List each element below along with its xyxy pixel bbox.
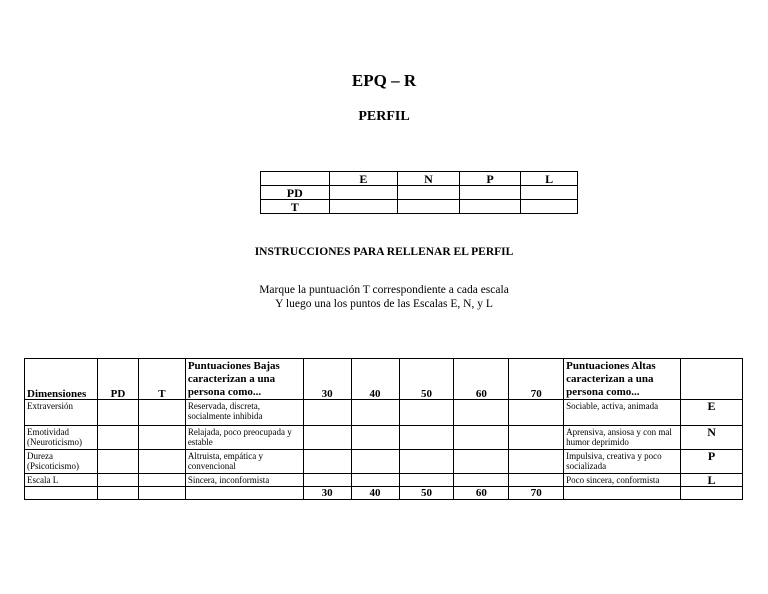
header-dimension: Dimensiones [25, 359, 98, 400]
score-cell-e-t[interactable] [329, 200, 398, 214]
score-header-cell: L [521, 172, 578, 186]
row-t-cell[interactable] [138, 426, 185, 450]
header-score: 30 [303, 359, 351, 400]
row-score-cell[interactable] [454, 450, 509, 474]
row-dimension: Escala L [25, 474, 98, 487]
row-high: Impulsiva, creativa y poco socializada [564, 450, 681, 474]
score-row-label: PD [261, 186, 330, 200]
row-dimension: Dureza (Psicoticismo) [25, 450, 98, 474]
page-title: EPQ – R [351, 71, 417, 90]
row-scale: E [681, 400, 743, 426]
row-t-cell[interactable] [138, 474, 185, 487]
profile-table [24, 358, 743, 500]
row-scale: N [681, 426, 743, 450]
row-score-cell[interactable] [303, 450, 351, 474]
footer-score: 50 [399, 487, 454, 500]
score-row-pd [261, 186, 578, 200]
header-low: Puntuaciones Bajas caracterizan a una persona como... [185, 359, 303, 400]
row-score-cell[interactable] [509, 426, 564, 450]
row-score-cell[interactable] [399, 474, 454, 487]
row-pd-cell[interactable] [97, 474, 138, 487]
row-low: Altruista, empática y convencional [185, 450, 303, 474]
header-score: 60 [454, 359, 509, 400]
score-header-cell: N [398, 172, 460, 186]
row-pd-cell[interactable] [97, 400, 138, 426]
profile-footer-row [25, 487, 743, 500]
row-pd-cell[interactable] [97, 450, 138, 474]
row-score-cell[interactable] [399, 400, 454, 426]
table-row [25, 474, 743, 487]
header-score: 50 [399, 359, 454, 400]
row-dimension: Extraversión [25, 400, 98, 426]
row-score-cell[interactable] [303, 474, 351, 487]
row-score-cell[interactable] [399, 450, 454, 474]
row-high: Sociable, activa, animada [564, 400, 681, 426]
row-scale: L [681, 474, 743, 487]
row-t-cell[interactable] [138, 450, 185, 474]
page-subtitle: PERFIL [358, 109, 410, 124]
row-score-cell[interactable] [303, 400, 351, 426]
instructions-text [0, 283, 768, 311]
score-header-cell: E [329, 172, 398, 186]
header-score: 70 [509, 359, 564, 400]
row-scale: P [681, 450, 743, 474]
row-score-cell[interactable] [351, 426, 399, 450]
score-cell-l-pd[interactable] [521, 186, 578, 200]
row-score-cell[interactable] [399, 426, 454, 450]
instructions-title: INSTRUCCIONES PARA RELLENAR EL PERFIL [254, 246, 514, 258]
row-score-cell[interactable] [454, 400, 509, 426]
row-low: Relajada, poco preocupada y estable [185, 426, 303, 450]
footer-score: 30 [303, 487, 351, 500]
score-cell-n-t[interactable] [398, 200, 460, 214]
instructions-line: Marque la puntuación T correspondiente a cada escala [259, 284, 509, 296]
row-score-cell[interactable] [509, 400, 564, 426]
score-header-cell [261, 172, 330, 186]
profile-header-row [25, 359, 743, 400]
row-high: Poco sincera, conformista [564, 474, 681, 487]
header-score: 40 [351, 359, 399, 400]
footer-empty [185, 487, 303, 500]
row-score-cell[interactable] [351, 474, 399, 487]
footer-empty [564, 487, 681, 500]
row-high: Aprensiva, ansiosa y con mal humor deprimido [564, 426, 681, 450]
score-cell-p-t[interactable] [459, 200, 521, 214]
footer-score: 60 [454, 487, 509, 500]
footer-empty [25, 487, 98, 500]
table-row [25, 426, 743, 450]
instructions-line: Y luego una los puntos de las Escalas E, N, y L [275, 298, 493, 310]
row-score-cell[interactable] [509, 450, 564, 474]
footer-empty [138, 487, 185, 500]
row-low: Sincera, inconformista [185, 474, 303, 487]
score-table [260, 171, 578, 214]
row-t-cell[interactable] [138, 400, 185, 426]
row-score-cell[interactable] [351, 450, 399, 474]
footer-score: 70 [509, 487, 564, 500]
score-header-cell: P [459, 172, 521, 186]
row-score-cell[interactable] [454, 426, 509, 450]
table-row [25, 400, 743, 426]
score-cell-e-pd[interactable] [329, 186, 398, 200]
header-high: Puntuaciones Altas caracterizan a una persona como... [564, 359, 681, 400]
footer-empty [681, 487, 743, 500]
row-dimension: Emotividad (Neuroticismo) [25, 426, 98, 450]
row-low: Reservada, discreta, socialmente inhibida [185, 400, 303, 426]
score-row-t [261, 200, 578, 214]
row-score-cell[interactable] [509, 474, 564, 487]
score-row-label: T [261, 200, 330, 214]
header-scale [681, 359, 743, 400]
score-table-header [261, 172, 578, 186]
row-score-cell[interactable] [303, 426, 351, 450]
header-t: T [138, 359, 185, 400]
footer-score: 40 [351, 487, 399, 500]
footer-empty [97, 487, 138, 500]
row-pd-cell[interactable] [97, 426, 138, 450]
score-cell-n-pd[interactable] [398, 186, 460, 200]
header-pd: PD [97, 359, 138, 400]
row-score-cell[interactable] [454, 474, 509, 487]
row-score-cell[interactable] [351, 400, 399, 426]
score-cell-l-t[interactable] [521, 200, 578, 214]
score-cell-p-pd[interactable] [459, 186, 521, 200]
table-row [25, 450, 743, 474]
